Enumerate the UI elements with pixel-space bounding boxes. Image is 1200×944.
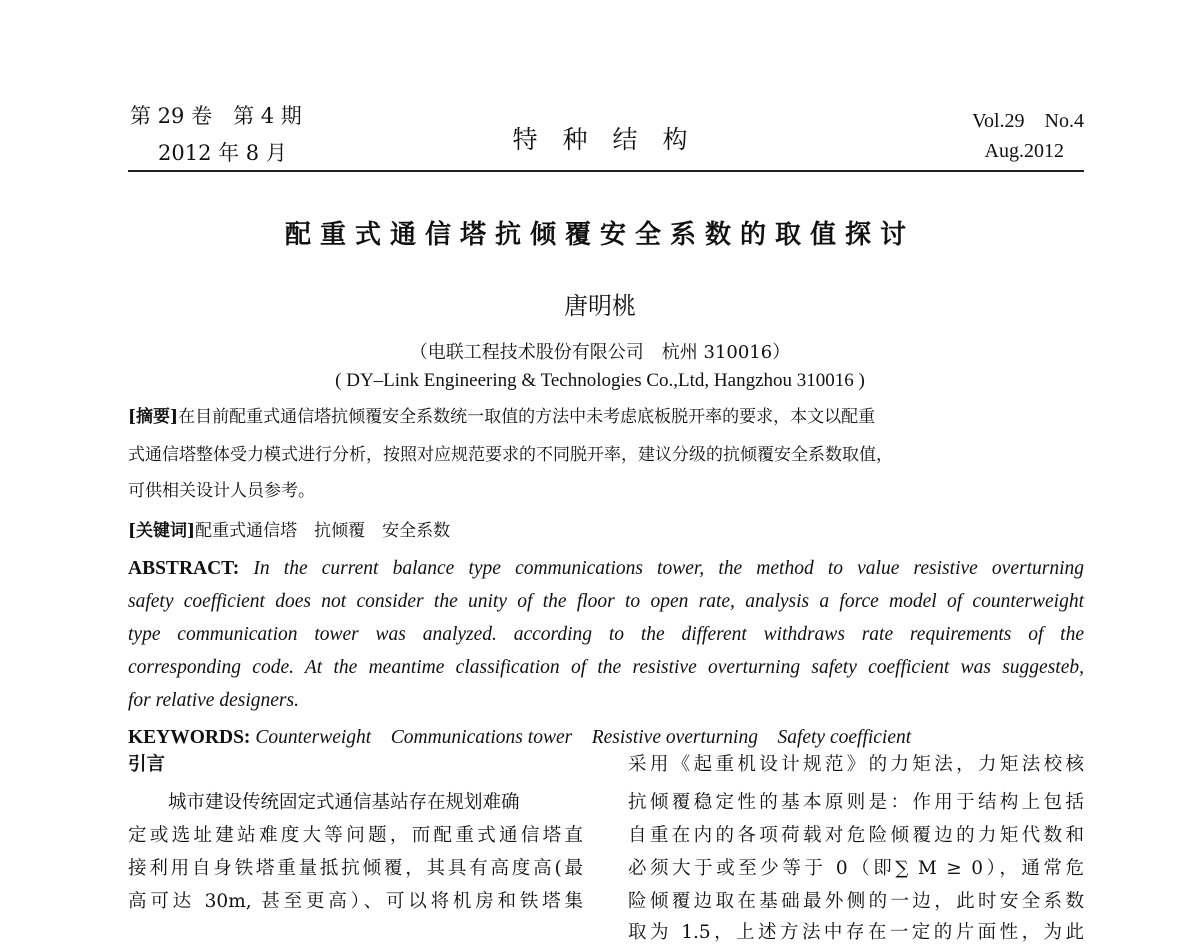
abstract-en-label: ABSTRACT:	[128, 558, 240, 579]
abstract-cn-label: [摘要]	[128, 407, 179, 427]
abstract-en-line: safety coefficient does not consider the unity of the floor to open rate, analysis a force model of counterweight	[128, 591, 1084, 612]
abstract-cn-line: 可供相关设计人员参考。	[128, 481, 315, 501]
volume-cn: 第 29 卷 第 4 期	[130, 104, 302, 128]
section-heading: 引言	[128, 754, 166, 775]
journal-name: 特 种 结 构	[512, 125, 688, 154]
keywords-cn: [关键词]配重式通信塔 抗倾覆 安全系数	[128, 521, 451, 541]
affiliation-cn: （电联工程技术股份有限公司 杭州 310016）	[409, 342, 791, 363]
paper-title: 配重式通信塔抗倾覆安全系数的取值探讨	[284, 220, 915, 250]
right-column-line: 取为 1.5，上述方法中存在一定的片面性，为此	[628, 922, 1084, 943]
left-column-line: 高可达 30m, 甚至更高）、可以将机房和铁塔集	[128, 891, 583, 912]
abstract-en-line: type communication tower was analyzed. according to the different withdraws rate requirements of the	[128, 624, 1084, 645]
left-column-line: 接利用自身铁塔重量抵抗倾覆，其具有高度高(最	[128, 858, 583, 879]
left-column-line: 定或选址建站难度大等问题，而配重式通信塔直	[128, 825, 583, 846]
right-column-line: 必须大于或至少等于 0（即∑ M ≥ 0），通常危	[628, 858, 1084, 879]
date-cn: 2012 年 8 月	[158, 141, 287, 165]
header-rule	[128, 170, 1084, 172]
left-column-line: 城市建设传统固定式通信基站存在规划难确	[168, 792, 520, 813]
date-en: Aug.2012	[984, 140, 1064, 162]
right-column-line: 自重在内的各项荷载对危险倾覆边的力矩代数和	[628, 825, 1084, 846]
right-column-line: 采用《起重机设计规范》的力矩法，力矩法校核	[628, 754, 1084, 775]
abstract-cn-line: [摘要]在目前配重式通信塔抗倾覆安全系数统一取值的方法中未考虑底板脱开率的要求，本文以配重	[128, 407, 876, 427]
right-column-line: 抗倾覆稳定性的基本原则是：作用于结构上包括	[628, 792, 1084, 813]
affiliation-en: ( DY–Link Engineering & Technologies Co.,Ltd, Hangzhou 310016 )	[335, 370, 865, 391]
abstract-en-line: corresponding code. At the meantime classification of the resistive overturning safety coefficient was suggesteb,	[128, 657, 1084, 678]
keywords-en: KEYWORDS: Counterweight Communications tower Resistive overturning Safety coefficient	[128, 727, 912, 748]
abstract-cn-line: 式通信塔整体受力模式进行分析，按照对应规范要求的不同脱开率，建议分级的抗倾覆安全系数取值，	[128, 445, 893, 465]
abstract-en-line: ABSTRACT: In the current balance type communications tower, the method to value resistive overturning	[128, 558, 1085, 579]
volume-en: Vol.29 No.4	[972, 110, 1084, 132]
author: 唐明桃	[564, 292, 636, 320]
right-column-line: 险倾覆边取在基础最外侧的一边，此时安全系数	[628, 891, 1084, 912]
abstract-en-line: for relative designers.	[128, 690, 299, 711]
